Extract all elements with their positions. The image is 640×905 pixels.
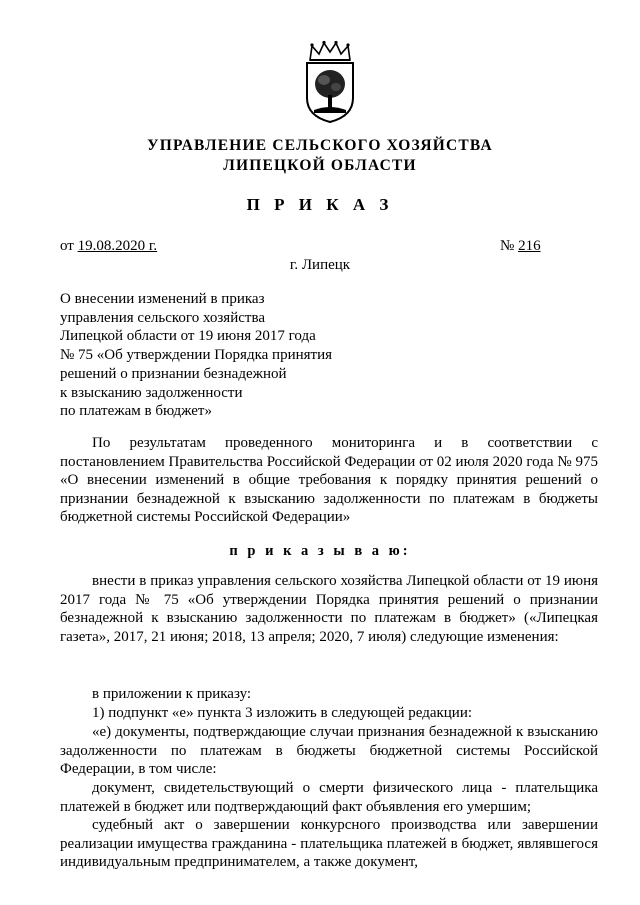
subject-line: решений о признании безнадежной bbox=[60, 365, 287, 382]
subject-line: О внесении изменений в приказ bbox=[60, 291, 265, 307]
subitem-e-paragraph: «е) документы, подтверждающие случаи признания безнадежной к взысканию задолженности по платежам в бюджеты бюджетной системы Российской Федерации, в том числе: bbox=[60, 724, 598, 778]
number-value: 216 bbox=[518, 238, 541, 254]
amendment-paragraph: внести в приказ управления сельского хозяйства Липецкой области от 19 июня 2017 года № 75 «Об утверждении Порядка принятия решений о признании безнадежной к взысканию задолженности по платежам в бюджет» («Липецкая газета», 2017, 21 июня; 2018, 13 апреля; 2020, 7 июля) следующие изменения: bbox=[60, 573, 598, 645]
order-date bbox=[60, 238, 157, 255]
organization-name: УПРАВЛЕНИЕ СЕЛЬСКОГО ХОЗЯЙСТВА bbox=[147, 137, 493, 154]
item1-line: 1) подпункт «е» пункта 3 изложить в следующей редакции: bbox=[92, 705, 473, 721]
organization-region: ЛИПЕЦКОЙ ОБЛАСТИ bbox=[223, 157, 417, 174]
coat-of-arms-icon bbox=[302, 40, 358, 124]
date-value: 19.08.2020 г. bbox=[77, 238, 158, 254]
court-act-paragraph: судебный акт о завершении конкурсного производства или завершении реализации имущества гражданина - плательщика платежей в бюджет, являвшегося индивидуальным предпринимателем, а также документ, bbox=[60, 817, 598, 871]
annex-line: в приложении к приказу: bbox=[92, 686, 252, 702]
city: г. Липецк bbox=[289, 257, 351, 273]
death-document-paragraph: документ, свидетельствующий о смерти физического лица - плательщика платежей в бюджет или подтверждающий факт объявления его умершим; bbox=[60, 780, 598, 815]
subject-line: управления сельского хозяйства bbox=[60, 309, 265, 326]
preamble-paragraph: По результатам проведенного мониторинга и в соответствии с постановлением Правительства Российской Федерации от 02 июля 2020 года № 975 «О внесении изменений в общие требования к порядку принятия решений о признании безнадежной к взысканию задолженности по платежам в бюджеты бюджетной системы Российской Федерации» bbox=[60, 435, 598, 526]
prikazyvayu-heading: п р и к а з ы в а ю: bbox=[229, 543, 411, 559]
date-prefix: от bbox=[60, 238, 78, 254]
subject-line: № 75 «Об утверждении Порядка принятия bbox=[60, 347, 333, 364]
subject-block bbox=[60, 290, 332, 421]
subject-line: к взысканию задолженности bbox=[60, 384, 243, 401]
subject-line: Липецкой области от 19 июня 2017 года bbox=[60, 328, 316, 345]
subject-line: по платежам в бюджет» bbox=[60, 403, 212, 420]
order-number bbox=[500, 238, 541, 255]
number-prefix: № bbox=[500, 238, 519, 254]
document-type: П Р И К А З bbox=[246, 195, 394, 214]
